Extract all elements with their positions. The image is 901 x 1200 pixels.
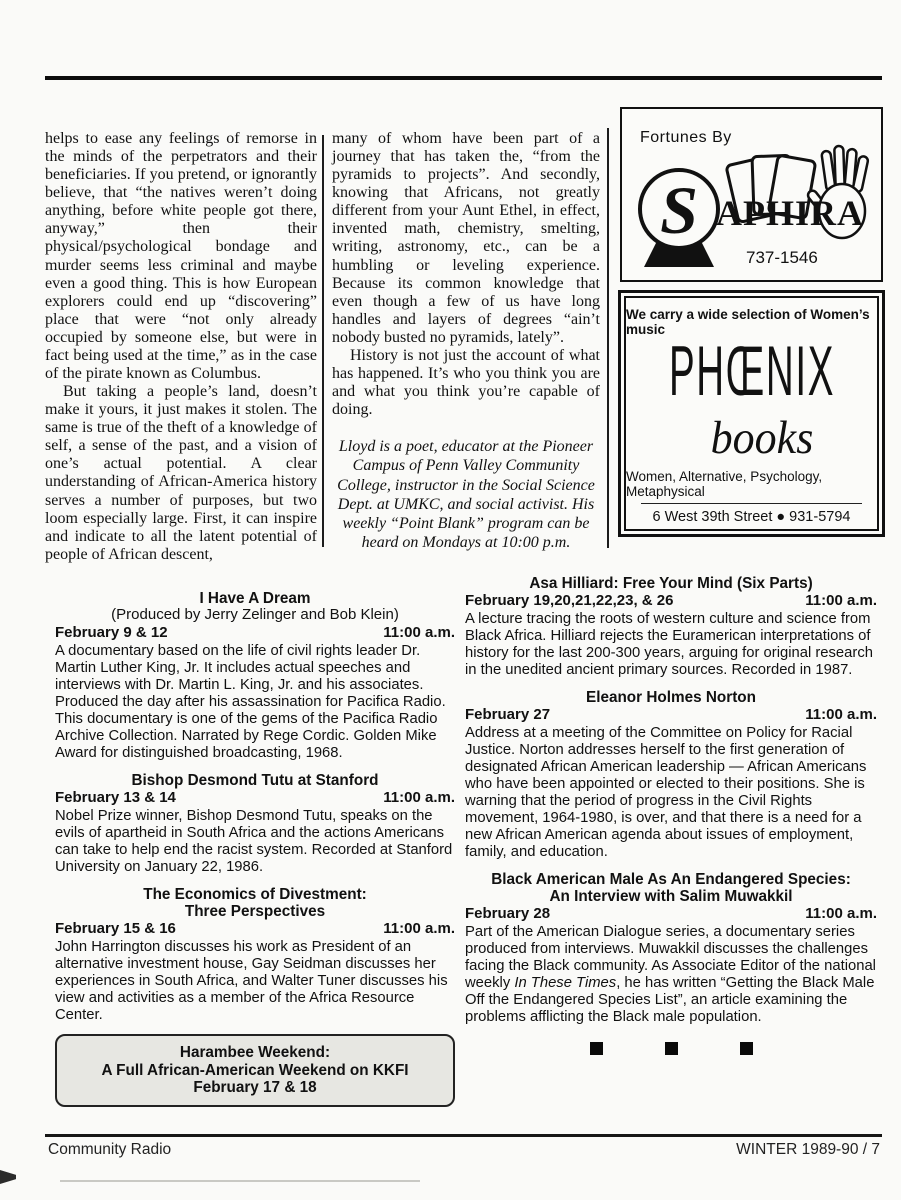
program-subtitle: (Produced by Jerry Zelinger and Bob Klein) [111, 606, 399, 624]
program-description: Address at a meeting of the Committee on Policy for Racial Justice. Norton addresses herself to the first generation of designated African American leadership — African Americans who have been appointed or elected to their positions. She is warning that the period of progress in the Civil Rights movement, 1964-1980, is over, and that there is a need for a new African American agenda about issues of employment, family, and education. [465, 724, 867, 861]
program-listing [55, 886, 455, 1024]
harambee-weekend-box [55, 1034, 455, 1107]
program-listing [465, 575, 877, 679]
phoenix-logo [637, 337, 867, 469]
program-description: Nobel Prize winner, Bishop Desmond Tutu, speaks on the evils of apartheid in South Africa and the actions Americans can take to help end the racist system. Recorded at Stanford University on January 22, 1986. [55, 807, 453, 875]
phoenix-ad-inner [624, 296, 879, 531]
program-time: 11:00 a.m. [805, 592, 877, 610]
footer-publication-name: Community Radio [48, 1141, 172, 1158]
program-description: A lecture tracing the roots of western culture and science from Black Africa. Hilliard rejects the Euramerican interpretations of history for the last 200-300 years, arguing for original research in the unedited ancient primary sources. Recorded in 1987. [465, 610, 873, 678]
program-date-time [55, 625, 455, 642]
program-title: Asa Hilliard: Free Your Mind (Six Parts) [529, 575, 813, 592]
listings-right-column [465, 575, 877, 1055]
program-time: 11:00 a.m. [805, 706, 877, 724]
program-date-time [465, 906, 877, 923]
program-title: Bishop Desmond Tutu at Stanford [131, 771, 379, 789]
description-italic-title: In These Times [514, 975, 617, 992]
description-text: Part of the American Dialogue series, a documentary series produced from interviews. Muwakkil discusses the challenges facing the Black community. As Associate Editor of the national weekly [465, 924, 876, 992]
program-time: 11:00 a.m. [383, 920, 455, 938]
saphira-ad [620, 107, 883, 282]
program-description: A documentary based on the life of civil rights leader Dr. Martin Luther King, Jr. It includes actual speeches and interviews with Dr. Martin L. King, Jr. and his associates. Produced the day after his assassination for Pacifica Radio. This documentary is one of the gems of the Pacifica Radio Archive Collection. Narrated by Rege Cordic. Golden Mike Award for distinguished broadcasting, 1968. [55, 642, 446, 761]
end-of-section-markers [465, 1042, 877, 1055]
harambee-line2: A Full African-American Weekend on KKFI [101, 1061, 409, 1079]
phoenix-logo-bottom: books [710, 412, 813, 464]
description-text: , he has written “Getting the Black Male Off the Endangered Species List”, an article examining the problems afflicting the Black male population. [465, 975, 875, 1026]
scan-smudge [60, 1180, 420, 1182]
saphira-tagline: Fortunes By [640, 129, 732, 146]
article-paragraph: helps to ease any feelings of remorse in the minds of the perpetrators and their beneficiaries. If you pretend, or ignorantly believe, that “the natives weren’t doing anything, before white people got there, anyway,” then their physical/psychological bondage and murder seems less criminal and maybe even a good thing. This is how European explorers could end up “discovering” place that were “not only already occupied by someone else, but were in fact being used at the time,” as in the case of the pirate known as Columbus. [45, 130, 317, 383]
end-marker-square [665, 1042, 678, 1055]
program-description [465, 924, 877, 1026]
program-date-time [55, 790, 455, 807]
author-bio: Lloyd is a poet, educator at the Pioneer Campus of Penn Valley Community College, instructor in the Social Science Dept. at UMKC, and social activist. His weekly “Point Blank” program can be heard on Mondays at 10:00 p.m. [337, 438, 595, 552]
program-date-time [465, 707, 877, 724]
phoenix-categories: Women, Alternative, Psychology, Metaphysical [626, 469, 823, 499]
phoenix-books-ad [618, 290, 885, 537]
program-title: Eleanor Holmes Norton [586, 688, 756, 706]
program-date-time [55, 921, 455, 938]
column-divider [607, 128, 609, 548]
phoenix-logo-top: PHŒNIX [668, 337, 835, 412]
program-date: February 27 [465, 706, 551, 724]
column-divider [322, 135, 324, 547]
program-date: February 13 & 14 [55, 788, 176, 806]
program-title-line2: An Interview with Salim Muwakkil [549, 888, 793, 906]
top-rule [45, 76, 882, 80]
article-paragraph: many of whom have been part of a journey that has taken the, “from the pyramids to projects”. And secondly, knowing that Africans, not greatly different from your Aunt Ethel, in effect, invented math, chemistry, smelting, writing, astronomy, etc., can be a humbling or leveling experience. Because its common knowledge that even though a few of us have long handles and layers of degrees “ain’t nobody busted no pyramids, lately”. [332, 130, 600, 346]
harambee-line3: February 17 & 18 [193, 1079, 317, 1097]
footer-rule [45, 1134, 882, 1137]
program-listing [465, 871, 877, 1026]
footer-issue-page: WINTER 1989-90 / 7 [736, 1141, 880, 1158]
program-time: 11:00 a.m. [383, 788, 455, 806]
footer [48, 1141, 880, 1159]
program-title: I Have A Dream [199, 590, 311, 607]
program-title-line2: Three Perspectives [184, 902, 326, 920]
article-column-1 [45, 130, 317, 564]
article-paragraph: But taking a people’s land, doesn’t make it yours, it just makes it stolen. The same is true of the theft of a knowledge of self, a sense of the past, and a vision of one’s actual potential. A clear understanding of African-America history serves a number of purposes, but two loom especially large. First, it can inspire and indicate to all the latent potential of people of African descent, [45, 383, 317, 563]
program-description: John Harrington discusses his work as President of an alternative investment house, Gay Seidman discusses her experiences in South Africa, and Walter Tuner discusses his view and activities as a member of the Africa Resource Center. [55, 938, 448, 1023]
saphira-phone: 737-1546 [746, 248, 818, 267]
article-paragraph: History is not just the account of what has happened. It’s who you think you are and what you think you’re capable of doing. [332, 346, 600, 419]
phoenix-address: 6 West 39th Street ● 931-5794 [652, 509, 851, 525]
program-time: 11:00 a.m. [805, 905, 877, 923]
end-marker-square [740, 1042, 753, 1055]
program-date: February 15 & 16 [55, 920, 176, 938]
program-date: February 19,20,21,22,23, & 26 [465, 592, 674, 610]
program-listing [465, 689, 877, 861]
phoenix-banner: We carry a wide selection of Women’s music [626, 307, 870, 337]
phoenix-logo-art [637, 337, 867, 469]
saphira-logo-art [626, 141, 878, 277]
program-listing [55, 772, 455, 876]
program-listing [55, 590, 455, 762]
phoenix-divider [641, 503, 862, 504]
program-time: 11:00 a.m. [383, 623, 455, 641]
program-title: The Economics of Divestment: [143, 885, 367, 903]
program-date: February 9 & 12 [55, 623, 168, 641]
article-column-2 [332, 130, 600, 552]
saphira-name-rest: APHIRA [716, 193, 864, 233]
saphira-name-initial: S [660, 172, 698, 248]
program-date: February 28 [465, 905, 551, 923]
listings-left-column [55, 590, 455, 1107]
harambee-line1: Harambee Weekend: [179, 1043, 331, 1061]
scan-artifact [0, 1170, 16, 1184]
program-title: Black American Male As An Endangered Species: [491, 871, 851, 889]
end-marker-square [590, 1042, 603, 1055]
program-date-time [465, 593, 877, 610]
